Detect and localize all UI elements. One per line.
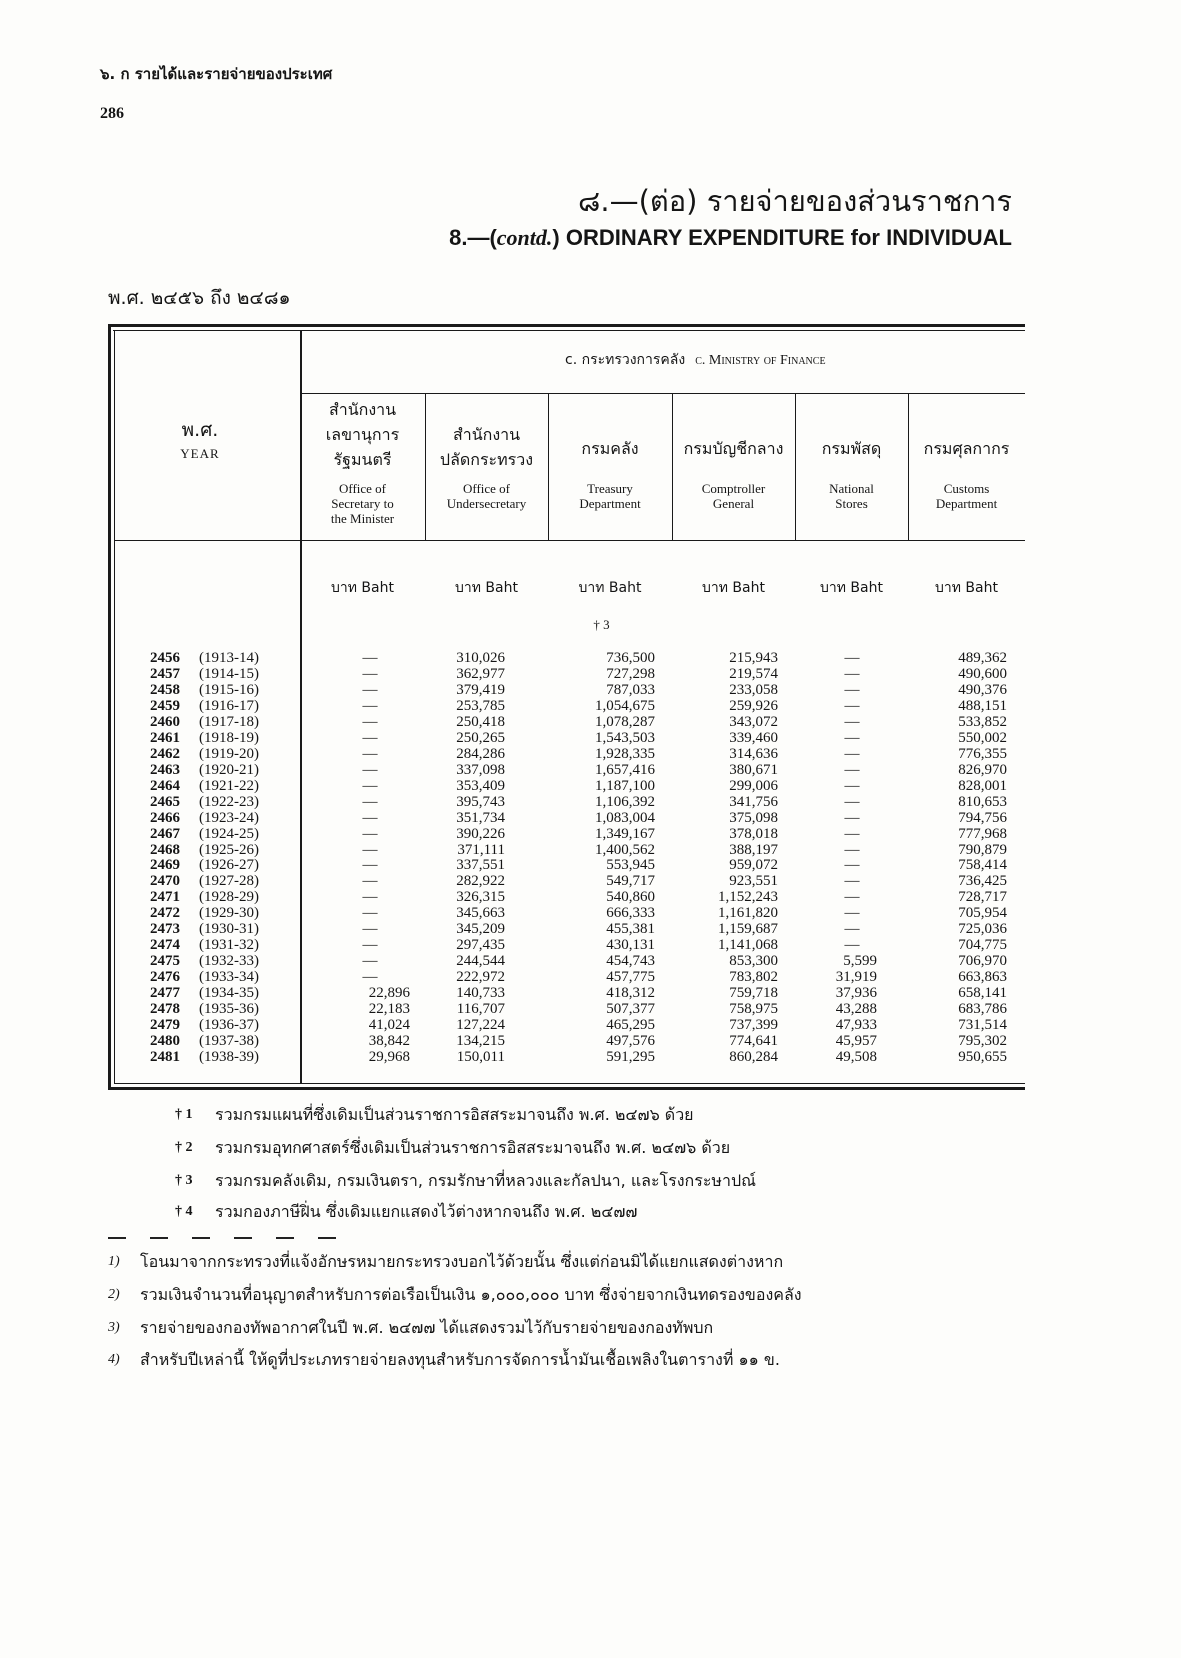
value-cell: 314,636 [729, 745, 778, 762]
value-cell: 658,141 [958, 985, 1007, 1002]
table-row [0, 794, 1181, 810]
footnote-mark: † 3 [175, 1173, 193, 1188]
value-cell: 395,743 [456, 793, 505, 810]
value-cell: 706,970 [958, 953, 1007, 970]
value-cell: 140,733 [456, 985, 505, 1002]
group-header-thai: c. กระทรวงการคลัง [565, 352, 686, 368]
value-cell: 959,072 [729, 857, 778, 874]
title-english-contd: contd. [496, 225, 553, 250]
table-row [0, 698, 1181, 714]
year-be-cell: 2473 [150, 921, 180, 938]
year-ad-cell: (1933-34) [199, 969, 259, 986]
value-cell: 49,508 [835, 1049, 877, 1065]
value-cell: 795,302 [958, 1033, 1007, 1050]
note-text: รวมเงินจำนวนที่อนุญาตสำหรับการต่อเรือเป็นเงิน ๑,๐๐๐,๐๐๐ บาท ซึ่งจ่ายจากเงินทดรองของคลัง [140, 1285, 802, 1304]
table-body [0, 650, 1181, 1070]
year-ad-cell: (1937-38) [199, 1033, 259, 1050]
year-ad-cell: (1916-17) [199, 697, 259, 714]
column-header-undersecretary [425, 393, 548, 540]
value-cell: 950,655 [958, 1049, 1007, 1065]
year-ad-cell: (1926-27) [199, 857, 259, 874]
value-cell: — [844, 793, 860, 810]
value-cell: 45,957 [835, 1033, 877, 1050]
value-cell: — [844, 825, 860, 842]
value-cell: 219,574 [729, 665, 778, 682]
table-row [0, 1049, 1181, 1065]
value-cell: 1,400,562 [595, 841, 655, 858]
year-be-cell: 2467 [150, 825, 180, 842]
value-cell: 810,653 [958, 793, 1007, 810]
value-cell: 728,717 [958, 889, 1007, 906]
table-row [0, 810, 1181, 826]
value-cell: 378,018 [729, 825, 778, 842]
value-cell: 533,852 [958, 713, 1007, 730]
value-cell: — [844, 713, 860, 730]
value-cell: 794,756 [958, 809, 1007, 826]
value-cell: — [844, 650, 860, 666]
year-ad-cell: (1938-39) [199, 1049, 259, 1065]
footnote-text: รวมกรมอุทกศาสตร์ซึ่งเดิมเป็นส่วนราชการอิสสระมาจนถึง พ.ศ. ๒๔๗๖ ด้วย [215, 1138, 731, 1157]
year-ad-cell: (1913-14) [199, 650, 259, 666]
table-row [0, 666, 1181, 682]
value-cell: 215,943 [729, 650, 778, 666]
value-cell: 259,926 [729, 697, 778, 714]
value-cell: — [362, 713, 378, 730]
value-cell: 371,111 [457, 841, 505, 858]
table-row [0, 873, 1181, 889]
table-row [0, 921, 1181, 937]
value-cell: — [844, 697, 860, 714]
value-cell: — [362, 681, 378, 698]
year-be-cell: 2474 [150, 937, 180, 954]
table-row [0, 746, 1181, 762]
value-cell: 759,718 [729, 985, 778, 1002]
value-cell: — [844, 681, 860, 698]
year-be-cell: 2463 [150, 761, 180, 778]
value-cell: 490,376 [958, 681, 1007, 698]
value-cell: 284,286 [456, 745, 505, 762]
year-ad-cell: (1921-22) [199, 777, 259, 794]
notes-separator [108, 1237, 338, 1239]
unit-label: บาท Baht [820, 580, 883, 596]
year-ad-cell: (1935-36) [199, 1001, 259, 1018]
value-cell: — [362, 857, 378, 874]
column-header-english: Office of Undersecretary [446, 481, 527, 511]
value-cell: 1,083,004 [595, 809, 655, 826]
value-cell: 22,896 [368, 985, 410, 1002]
unit-label: บาท Baht [331, 580, 394, 596]
year-be-cell: 2460 [150, 713, 180, 730]
value-cell: 1,152,243 [718, 889, 778, 906]
value-cell: 345,209 [456, 921, 505, 938]
year-be-cell: 2458 [150, 681, 180, 698]
column-header-english: Customs Department [935, 481, 998, 511]
value-cell: — [362, 905, 378, 922]
year-ad-cell: (1915-16) [199, 681, 259, 698]
year-be-cell: 2457 [150, 665, 180, 682]
year-be-cell: 2475 [150, 953, 180, 970]
table-row [0, 1033, 1181, 1049]
page-number: 286 [100, 105, 124, 122]
value-cell: 31,919 [835, 969, 877, 986]
value-cell: 430,131 [606, 937, 655, 954]
value-cell: 5,599 [843, 953, 877, 970]
year-be-cell: 2477 [150, 985, 180, 1002]
column-header-english: Office of Secretary to the Minister [330, 481, 395, 526]
value-cell: — [362, 793, 378, 810]
year-ad-cell: (1914-15) [199, 665, 259, 682]
footnote-mark: † 4 [175, 1204, 193, 1219]
year-be-cell: 2480 [150, 1033, 180, 1050]
value-cell: — [844, 809, 860, 826]
value-cell: 250,265 [456, 729, 505, 746]
value-cell: 727,298 [606, 665, 655, 682]
value-cell: 490,600 [958, 665, 1007, 682]
value-cell: — [362, 841, 378, 858]
value-cell: — [844, 905, 860, 922]
period-subtitle: พ.ศ. ๒๔๕๖ ถึง ๒๔๘๑ [108, 287, 291, 309]
year-ad-cell: (1929-30) [199, 905, 259, 922]
value-cell: 1,543,503 [595, 729, 655, 746]
value-cell: 1,141,068 [718, 937, 778, 954]
year-be-cell: 2456 [150, 650, 180, 666]
value-cell: 1,054,675 [595, 697, 655, 714]
value-cell: 244,544 [456, 953, 505, 970]
value-cell: — [844, 921, 860, 938]
value-cell: 375,098 [729, 809, 778, 826]
note-mark: 3) [108, 1320, 120, 1335]
value-cell: 507,377 [606, 1001, 655, 1018]
table-row [0, 985, 1181, 1001]
value-cell: 736,500 [606, 650, 655, 666]
value-cell: 853,300 [729, 953, 778, 970]
table-row [0, 905, 1181, 921]
table-row [0, 969, 1181, 985]
column-header-thai: สำนักงาน ปลัดกระทรวง [439, 425, 534, 469]
value-cell: 1,078,287 [595, 713, 655, 730]
year-ad-cell: (1936-37) [199, 1017, 259, 1034]
year-ad-cell: (1919-20) [199, 745, 259, 762]
value-cell: 38,842 [368, 1033, 410, 1050]
year-ad-cell: (1922-23) [199, 793, 259, 810]
year-be-cell: 2462 [150, 745, 180, 762]
value-cell: 683,786 [958, 1001, 1007, 1018]
value-cell: — [362, 777, 378, 794]
value-cell: 1,187,100 [595, 777, 655, 794]
column-header-thai: กรมศุลกากร [923, 439, 1010, 458]
value-cell: 326,315 [456, 889, 505, 906]
year-be-cell: 2470 [150, 873, 180, 890]
column-header-thai: กรมบัญชีกลาง [683, 439, 784, 458]
value-cell: 379,419 [456, 681, 505, 698]
value-cell: 388,197 [729, 841, 778, 858]
value-cell: — [844, 665, 860, 682]
value-cell: 41,024 [368, 1017, 410, 1034]
year-be-cell: 2471 [150, 889, 180, 906]
value-cell: — [844, 777, 860, 794]
column-header-thai: กรมพัสดุ [821, 439, 882, 458]
value-cell: 783,802 [729, 969, 778, 986]
value-cell: 725,036 [958, 921, 1007, 938]
table-row [0, 842, 1181, 858]
table-top-outer-rule [108, 324, 1025, 327]
value-cell: 345,663 [456, 905, 505, 922]
value-cell: 233,058 [729, 681, 778, 698]
year-ad-cell: (1927-28) [199, 873, 259, 890]
value-cell: — [844, 841, 860, 858]
value-cell: 828,001 [958, 777, 1007, 794]
value-cell: 343,072 [729, 713, 778, 730]
year-be-cell: 2459 [150, 697, 180, 714]
value-cell: 253,785 [456, 697, 505, 714]
year-ad-cell: (1923-24) [199, 809, 259, 826]
value-cell: 150,011 [456, 1049, 505, 1065]
value-cell: — [362, 697, 378, 714]
year-be-cell: 2466 [150, 809, 180, 826]
value-cell: 489,362 [958, 650, 1007, 666]
table-row [0, 714, 1181, 730]
year-be-cell: 2469 [150, 857, 180, 874]
table-row [0, 953, 1181, 969]
value-cell: 776,355 [958, 745, 1007, 762]
value-cell: 1,657,416 [595, 761, 655, 778]
column-header-national-stores [795, 393, 908, 540]
value-cell: 310,026 [456, 650, 505, 666]
value-cell: 790,879 [958, 841, 1007, 858]
value-cell: — [844, 761, 860, 778]
value-cell: 465,295 [606, 1017, 655, 1034]
value-cell: — [844, 873, 860, 890]
unit-label: บาท Baht [702, 580, 765, 596]
table-row [0, 762, 1181, 778]
value-cell: 777,968 [958, 825, 1007, 842]
value-cell: 29,968 [368, 1049, 410, 1065]
value-cell: — [362, 745, 378, 762]
value-cell: 549,717 [606, 873, 655, 890]
value-cell: — [844, 937, 860, 954]
value-cell: 418,312 [606, 985, 655, 1002]
title-english-tail: ) ORDINARY EXPENDITURE for INDIVIDUAL [552, 225, 1012, 250]
value-cell: 736,425 [958, 873, 1007, 890]
value-cell: 663,863 [958, 969, 1007, 986]
column-header-secretary [300, 393, 425, 540]
table-row [0, 889, 1181, 905]
footnote-mark: † 2 [175, 1140, 193, 1155]
value-cell: 127,224 [456, 1017, 505, 1034]
table-row [0, 826, 1181, 842]
value-cell: 774,641 [729, 1033, 778, 1050]
table-row [0, 1001, 1181, 1017]
value-cell: 341,756 [729, 793, 778, 810]
note-text: โอนมาจากกระทรวงที่แจ้งอักษรหมายกระทรวงบอกไว้ด้วยนั้น ซึ่งแต่ก่อนมิได้แยกแสดงต่างหาก [140, 1252, 784, 1271]
year-ad-cell: (1920-21) [199, 761, 259, 778]
column-header-customs [908, 393, 1025, 540]
column-header-thai: สำนักงาน เลขานุการ รัฐมนตรี [325, 400, 400, 469]
value-cell: 43,288 [835, 1001, 877, 1018]
value-cell: 250,418 [456, 713, 505, 730]
value-cell: 390,226 [456, 825, 505, 842]
value-cell: 488,151 [958, 697, 1007, 714]
year-be-cell: 2478 [150, 1001, 180, 1018]
column-header-thai: กรมคลัง [581, 439, 639, 458]
unit-label: บาท Baht [578, 580, 642, 596]
value-cell: — [362, 761, 378, 778]
table-row [0, 730, 1181, 746]
year-ad-cell: (1928-29) [199, 889, 259, 906]
value-cell: — [844, 857, 860, 874]
value-cell: — [362, 937, 378, 954]
value-cell: 1,159,687 [718, 921, 778, 938]
value-cell: 47,933 [835, 1017, 877, 1034]
treasury-footnote-mark: † 3 [593, 617, 610, 632]
note-text: สำหรับปีเหล่านี้ ให้ดูที่ประเภทรายจ่ายลงทุนสำหรับการจัดการน้ำมันเชื้อเพลิงในตารางที่ ๑๑ ข. [140, 1350, 780, 1369]
value-cell: 455,381 [606, 921, 655, 938]
title-english [449, 224, 1012, 252]
table-row [0, 682, 1181, 698]
value-cell: 134,215 [456, 1033, 505, 1050]
value-cell: 737,399 [729, 1017, 778, 1034]
value-cell: — [844, 745, 860, 762]
unit-label: บาท Baht [935, 580, 998, 596]
running-header: ๖. ก รายได้และรายจ่ายของประเทศ [100, 65, 333, 83]
year-ad-cell: (1931-32) [199, 937, 259, 954]
value-cell: — [362, 873, 378, 890]
value-cell: 540,860 [606, 889, 655, 906]
value-cell: 337,098 [456, 761, 505, 778]
table-top-inner-rule [113, 330, 1025, 331]
value-cell: 550,002 [958, 729, 1007, 746]
value-cell: 666,333 [606, 905, 655, 922]
title-english-lead: 8.—( [449, 225, 497, 250]
value-cell: — [362, 809, 378, 826]
unit-label: บาท Baht [455, 580, 518, 596]
value-cell: 731,514 [958, 1017, 1007, 1034]
year-be-cell: 2481 [150, 1049, 180, 1065]
value-cell: — [362, 729, 378, 746]
value-cell: 457,775 [606, 969, 655, 986]
year-be-cell: 2479 [150, 1017, 180, 1034]
column-header-english: Treasury Department [579, 481, 641, 511]
value-cell: 705,954 [958, 905, 1007, 922]
table-row [0, 1017, 1181, 1033]
group-header-english: c. Ministry of Finance [695, 353, 826, 368]
value-cell: 37,936 [835, 985, 877, 1002]
value-cell: 339,460 [729, 729, 778, 746]
year-be-cell: 2468 [150, 841, 180, 858]
value-cell: 353,409 [456, 777, 505, 794]
value-cell: — [362, 969, 378, 986]
year-be-cell: 2476 [150, 969, 180, 986]
table-row [0, 650, 1181, 666]
value-cell: 297,435 [456, 937, 505, 954]
value-cell: 282,922 [456, 873, 505, 890]
year-ad-cell: (1917-18) [199, 713, 259, 730]
value-cell: 758,414 [958, 857, 1007, 874]
column-header-english: Comptroller General [701, 481, 766, 511]
title-thai: ๘.—(ต่อ) รายจ่ายของส่วนราชการ [578, 184, 1012, 218]
year-be-cell: 2465 [150, 793, 180, 810]
value-cell: 1,161,820 [718, 905, 778, 922]
group-header-ministry-of-finance [565, 350, 826, 371]
year-ad-cell: (1925-26) [199, 841, 259, 858]
value-cell: 1,106,392 [595, 793, 655, 810]
year-ad-cell: (1918-19) [199, 729, 259, 746]
value-cell: 787,033 [606, 681, 655, 698]
year-header-thai: พ.ศ. [181, 419, 219, 441]
year-ad-cell: (1924-25) [199, 825, 259, 842]
table-bottom-inner-rule [114, 1083, 1025, 1084]
value-cell: 454,743 [606, 953, 655, 970]
column-header-english: National Stores [829, 481, 874, 511]
table-row [0, 937, 1181, 953]
value-cell: — [362, 650, 378, 666]
value-cell: 758,975 [729, 1001, 778, 1018]
value-cell: 337,551 [456, 857, 505, 874]
table-row [0, 778, 1181, 794]
value-cell: — [362, 889, 378, 906]
note-mark: 4) [108, 1352, 120, 1367]
value-cell: 351,734 [456, 809, 505, 826]
value-cell: 591,295 [606, 1049, 655, 1065]
value-cell: 860,284 [729, 1049, 778, 1065]
note-text: รายจ่ายของกองทัพอากาศในปี พ.ศ. ๒๔๗๗ ได้แสดงรวมไว้กับรายจ่ายของกองทัพบก [140, 1318, 714, 1337]
year-ad-cell: (1932-33) [199, 953, 259, 970]
value-cell: — [362, 953, 378, 970]
value-cell: — [844, 889, 860, 906]
table-row [0, 857, 1181, 873]
value-cell: — [362, 825, 378, 842]
value-cell: — [844, 729, 860, 746]
year-be-cell: 2472 [150, 905, 180, 922]
note-mark: 2) [108, 1287, 120, 1302]
year-header-english: YEAR [180, 446, 220, 461]
value-cell: 1,349,167 [595, 825, 655, 842]
value-cell: 553,945 [606, 857, 655, 874]
footnote-text: รวมกองภาษีฝิ่น ซึ่งเดิมแยกแสดงไว้ต่างหากจนถึง พ.ศ. ๒๔๗๗ [215, 1202, 638, 1221]
table-bottom-outer-rule [108, 1087, 1025, 1090]
value-cell: — [362, 665, 378, 682]
value-cell: 704,775 [958, 937, 1007, 954]
value-cell: 299,006 [729, 777, 778, 794]
note-mark: 1) [108, 1254, 120, 1269]
value-cell: — [362, 921, 378, 938]
footnote-text: รวมกรมแผนที่ซึ่งเดิมเป็นส่วนราชการอิสสระมาจนถึง พ.ศ. ๒๔๗๖ ด้วย [215, 1105, 694, 1124]
column-header-comptroller [672, 393, 795, 540]
year-be-cell: 2464 [150, 777, 180, 794]
footnote-text: รวมกรมคลังเดิม, กรมเงินตรา, กรมรักษาที่หลวงและกัลปนา, และโรงกระษาปณ์ [215, 1171, 756, 1190]
value-cell: 1,928,335 [595, 745, 655, 762]
column-header-treasury [548, 393, 672, 540]
value-cell: 362,977 [456, 665, 505, 682]
value-cell: 923,551 [729, 873, 778, 890]
value-cell: 497,576 [606, 1033, 655, 1050]
value-cell: 116,707 [456, 1001, 505, 1018]
value-cell: 22,183 [368, 1001, 410, 1018]
footnote-mark: † 1 [175, 1107, 193, 1122]
value-cell: 380,671 [729, 761, 778, 778]
value-cell: 826,970 [958, 761, 1007, 778]
year-ad-cell: (1934-35) [199, 985, 259, 1002]
year-ad-cell: (1930-31) [199, 921, 259, 938]
value-cell: 222,972 [456, 969, 505, 986]
year-be-cell: 2461 [150, 729, 180, 746]
header-bottom-rule [114, 540, 1025, 541]
